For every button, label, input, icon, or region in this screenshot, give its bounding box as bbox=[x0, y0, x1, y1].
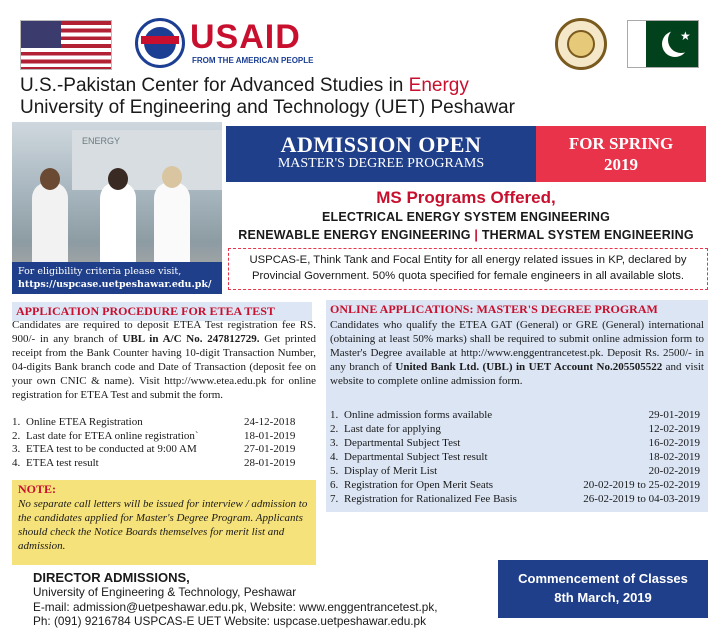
usaid-logo: USAID bbox=[190, 18, 301, 56]
uspcas-line-2: Provincial Government. 50% quota specified for female engineers in all available slots. bbox=[251, 270, 685, 282]
item-text: ETEA test to be conducted at 9:00 AM bbox=[26, 443, 197, 455]
online-schedule bbox=[330, 408, 700, 506]
item-number: 2. bbox=[12, 429, 21, 442]
item-date: 24-12-2018 bbox=[244, 416, 296, 428]
item-text: ETEA test result bbox=[26, 456, 99, 469]
program-electrical: ELECTRICAL ENERGY SYSTEM ENGINEERING bbox=[321, 210, 611, 224]
list-item bbox=[330, 464, 700, 478]
item-text: Online ETEA Registration bbox=[26, 416, 143, 428]
etea-account: UBL in A/C No. 247812729. bbox=[122, 333, 260, 345]
note-box bbox=[12, 480, 316, 565]
item-number: 4. bbox=[12, 456, 21, 469]
online-account: United Bank Ltd. (UBL) in UET Account No.205505522 bbox=[395, 361, 663, 373]
eligibility-text: For eligibility criteria please visit, bbox=[18, 266, 182, 277]
uspcas-line-1: USPCAS-E, Think Tank and Focal Entity for all energy related issues in KP, declared by bbox=[249, 254, 687, 266]
list-item bbox=[12, 416, 316, 430]
item-date: 29-01-2019 bbox=[648, 409, 700, 421]
contact-info bbox=[33, 585, 438, 629]
photo-sign-text: ENERGY bbox=[82, 136, 121, 146]
director-admissions: DIRECTOR ADMISSIONS, bbox=[33, 570, 190, 585]
note-text: No separate call letters will be issued for interview / admission to the candidates applied for Master's Degree Program. Applicants should check the Notice Boards themselves for merit list and admission. bbox=[18, 498, 308, 552]
item-date: 20-02-2019 bbox=[648, 465, 700, 477]
center-title bbox=[20, 75, 469, 97]
item-text: Registration for Rationalized Fee Basis bbox=[344, 493, 517, 505]
list-item bbox=[330, 436, 700, 450]
commencement-label: Commencement of Classes bbox=[518, 571, 688, 586]
admission-banner bbox=[226, 126, 536, 182]
item-date: 27-01-2019 bbox=[244, 443, 296, 455]
eligibility-caption bbox=[12, 262, 222, 294]
online-instructions bbox=[330, 318, 704, 388]
item-text: Departmental Subject Test bbox=[344, 437, 461, 449]
contact-university: University of Engineering & Technology, Peshawar bbox=[33, 585, 297, 599]
item-number: 4. bbox=[330, 451, 339, 463]
contact-email-website[interactable]: E-mail: admission@uetpeshawar.edu.pk, Website: www.enggentrancetest.pk, bbox=[33, 599, 438, 614]
etea-heading: APPLICATION PROCEDURE FOR ETEA TEST bbox=[12, 302, 312, 321]
us-flag-icon bbox=[20, 20, 112, 70]
spring-year: 2019 bbox=[604, 155, 638, 174]
item-number: 1. bbox=[330, 409, 339, 421]
item-number: 7. bbox=[330, 493, 339, 505]
program-separator: | bbox=[474, 228, 479, 242]
item-number: 2. bbox=[330, 423, 339, 435]
item-date: 28-01-2019 bbox=[244, 456, 296, 469]
spring-banner bbox=[536, 126, 706, 182]
commencement-date: 8th March, 2019 bbox=[554, 590, 652, 605]
item-text: Last date for applying bbox=[344, 423, 441, 435]
list-item bbox=[330, 478, 700, 492]
item-date: 16-02-2019 bbox=[648, 437, 700, 449]
center-title-energy: Energy bbox=[408, 75, 469, 96]
uspcas-notice bbox=[228, 248, 708, 290]
online-text-a: Candidates who qualify the ETEA GAT (General) or GRE (General) international (obtaining at least 50% marks) shall be required to submit online admission form to Master's Degree available at http://www.enggentrancetest.pk. Deposit Rs. 2500/- in any branch of bbox=[330, 319, 704, 373]
etea-instructions bbox=[12, 318, 316, 402]
center-title-prefix: U.S.-Pakistan Center for Advanced Studies in bbox=[20, 75, 409, 96]
usaid-tagline: FROM THE AMERICAN PEOPLE bbox=[192, 56, 314, 65]
commencement-box bbox=[498, 560, 708, 618]
item-number: 1. bbox=[12, 416, 21, 428]
item-date: 18-01-2019 bbox=[244, 429, 296, 442]
list-item bbox=[330, 408, 700, 422]
spring-label: FOR SPRING bbox=[568, 134, 674, 153]
online-heading: ONLINE APPLICATIONS: MASTER'S DEGREE PROGRAM bbox=[330, 302, 658, 316]
program-thermal: THERMAL SYSTEM ENGINEERING bbox=[481, 228, 694, 242]
masters-programs-subtitle: MASTER'S DEGREE PROGRAMS bbox=[277, 156, 485, 171]
item-text: Last date for ETEA online registration` bbox=[26, 429, 199, 442]
eligibility-link[interactable]: https://uspcase.uetpeshawar.edu.pk/ bbox=[18, 279, 212, 290]
item-date: 20-02-2019 to 25-02-2019 bbox=[583, 479, 700, 491]
item-date: 26-02-2019 to 04-03-2019 bbox=[583, 493, 700, 505]
list-item bbox=[330, 422, 700, 436]
item-text: Departmental Subject Test result bbox=[344, 451, 488, 463]
contact-phone-website[interactable]: Ph: (091) 9216784 USPCAS-E UET Website: uspcase.uetpeshawar.edu.pk bbox=[33, 614, 427, 628]
list-item bbox=[330, 450, 700, 464]
program-line-2 bbox=[226, 228, 706, 242]
item-date: 12-02-2019 bbox=[648, 423, 700, 435]
item-text: Display of Merit List bbox=[344, 465, 438, 477]
item-text: Online admission forms available bbox=[344, 409, 493, 421]
item-date: 18-02-2019 bbox=[648, 451, 700, 463]
note-title: NOTE: bbox=[18, 482, 57, 496]
etea-schedule bbox=[12, 416, 316, 470]
list-item bbox=[12, 457, 316, 471]
etea-text-b: Get printed receipt from the Bank Counter having 10-digit Transaction Number, 04-digits Bank branch code and Date of Transaction (deposit fee on your own CNIC & name). Visit http://www.etea.edu.pk for online registration for ETEA Test and submit the form. bbox=[12, 333, 317, 401]
list-item bbox=[12, 443, 316, 457]
uet-seal-icon bbox=[555, 18, 607, 70]
online-text-b: and visit website to complete online admission form. bbox=[330, 361, 704, 387]
item-number: 6. bbox=[330, 479, 339, 491]
list-item bbox=[330, 492, 700, 506]
university-title: University of Engineering and Technology (UET) Peshawar bbox=[20, 97, 515, 118]
item-number: 3. bbox=[330, 437, 339, 449]
item-number: 5. bbox=[330, 465, 339, 477]
usaid-seal-icon bbox=[135, 18, 185, 68]
program-renewable: RENEWABLE ENERGY ENGINEERING bbox=[238, 228, 471, 242]
pakistan-flag-icon: ★ bbox=[627, 20, 699, 68]
list-item bbox=[12, 430, 316, 444]
ms-programs-title: MS Programs Offered, bbox=[376, 188, 556, 207]
admission-open-title: ADMISSION OPEN bbox=[280, 132, 482, 157]
etea-text-a: Candidates are required to deposit ETEA Test registration fee RS. 900/- in any branch of bbox=[12, 319, 316, 345]
item-text: Registration for Open Merit Seats bbox=[344, 479, 494, 491]
item-number: 3. bbox=[12, 443, 21, 455]
